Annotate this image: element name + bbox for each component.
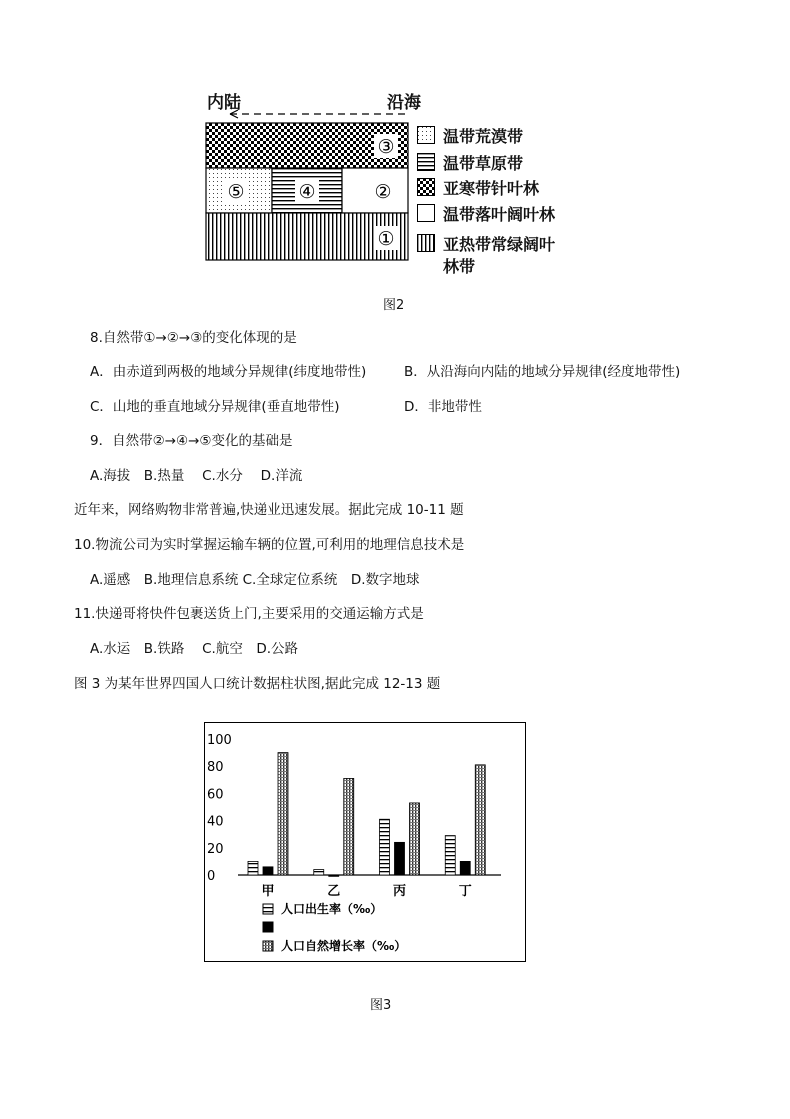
- legend-birth-rate: 人口出生率（‰）: [281, 902, 383, 916]
- bar-2-series-0: [380, 819, 390, 875]
- chart-legend: [263, 901, 406, 953]
- q8-stem: 8.自然带①→②→③的变化体现的是: [90, 330, 297, 346]
- dots-swatch-icon: [417, 126, 435, 144]
- q11-options: A.水运 B.铁路 C.航空 D.公路: [90, 641, 299, 657]
- q9-options: A.海拔 B.热量 C.水分 D.洋流: [90, 468, 303, 484]
- figure-3-caption: 图3: [370, 998, 392, 1013]
- zone-4-mark: ④: [298, 181, 316, 203]
- bar-1-series-1: [329, 875, 339, 876]
- legend-label: 温带荒漠带: [443, 127, 524, 146]
- label-inland: 内陆: [207, 93, 241, 113]
- legend-label: 亚寒带针叶林: [443, 179, 540, 198]
- x-category-label: 丁: [458, 884, 472, 899]
- y-tick-label: 100: [207, 733, 232, 748]
- intro-10-11: 近年来，网络购物非常普遍,快递业迅速发展。据此完成 10-11 题: [74, 502, 464, 518]
- y-tick-label: 40: [207, 814, 224, 830]
- zone-3-mark: ③: [377, 136, 395, 158]
- x-category-label: 甲: [261, 884, 275, 899]
- label-coast: 沿海: [387, 93, 421, 113]
- y-tick-label: 60: [207, 787, 224, 803]
- q8-option-a: A．由赤道到两极的地域分异规律(纬度地带性): [90, 364, 367, 380]
- bar-3-series-2: [475, 765, 485, 875]
- bar-2-series-2: [410, 803, 420, 875]
- bar-1-series-2: [344, 778, 354, 875]
- blank-swatch-icon: [417, 204, 435, 222]
- y-tick-label: 0: [207, 869, 216, 884]
- legend-label-line1: 亚热带常绿阔叶: [443, 235, 556, 254]
- x-category-label: 丙: [392, 884, 407, 899]
- natural-zone-diagram: [200, 108, 415, 264]
- legend-label: 温带草原带: [443, 154, 524, 173]
- y-tick-label: 80: [207, 760, 224, 776]
- x-category-label: 乙: [327, 884, 341, 899]
- zone-2-mark: ②: [374, 181, 392, 203]
- legend-swatch-solid-icon: [263, 922, 273, 932]
- bar-0-series-2: [278, 753, 288, 875]
- checker-swatch-icon: [417, 178, 435, 196]
- legend-label: 温带落叶阔叶林: [443, 205, 556, 224]
- q10-stem: 10.物流公司为实时掌握运输车辆的位置,可利用的地理信息技术是: [74, 537, 465, 553]
- legend-swatch-birth-icon: [263, 904, 273, 914]
- hlines-swatch-icon: [417, 153, 435, 171]
- bar-0-series-1: [263, 867, 273, 875]
- zone-5-mark: ⑤: [227, 181, 245, 203]
- bar-1-series-0: [314, 870, 324, 875]
- q8-option-d: D．非地带性: [404, 399, 482, 415]
- intro-12-13: 图 3 为某年世界四国人口统计数据柱状图,据此完成 12-13 题: [74, 676, 441, 692]
- zone-1-mark: ①: [377, 228, 395, 250]
- figure-3-frame: [204, 722, 526, 962]
- q9-stem: 9．自然带②→④→⑤变化的基础是: [90, 433, 293, 449]
- bar-3-series-0: [445, 836, 455, 875]
- q8-option-b: B．从沿海向内陆的地域分异规律(经度地带性): [404, 364, 681, 380]
- population-bar-chart: [205, 723, 525, 961]
- q10-options: A.遥感 B.地理信息系统 C.全球定位系统 D.数字地球: [90, 572, 420, 588]
- vlines-swatch-icon: [417, 234, 435, 252]
- bar-3-series-1: [460, 861, 470, 875]
- q11-stem: 11.快递哥将快件包裹送货上门,主要采用的交通运输方式是: [74, 606, 424, 622]
- figure-2-caption: 图2: [383, 298, 405, 313]
- legend-growth-rate: 人口自然增长率（‰）: [281, 939, 407, 953]
- q8-option-c: C．山地的垂直地域分异规律(垂直地带性): [90, 399, 340, 415]
- bar-0-series-0: [248, 861, 258, 875]
- bar-2-series-1: [395, 842, 405, 875]
- y-tick-label: 20: [207, 841, 224, 857]
- legend-swatch-growth-icon: [263, 941, 273, 951]
- legend-label-line2: 林带: [443, 257, 476, 276]
